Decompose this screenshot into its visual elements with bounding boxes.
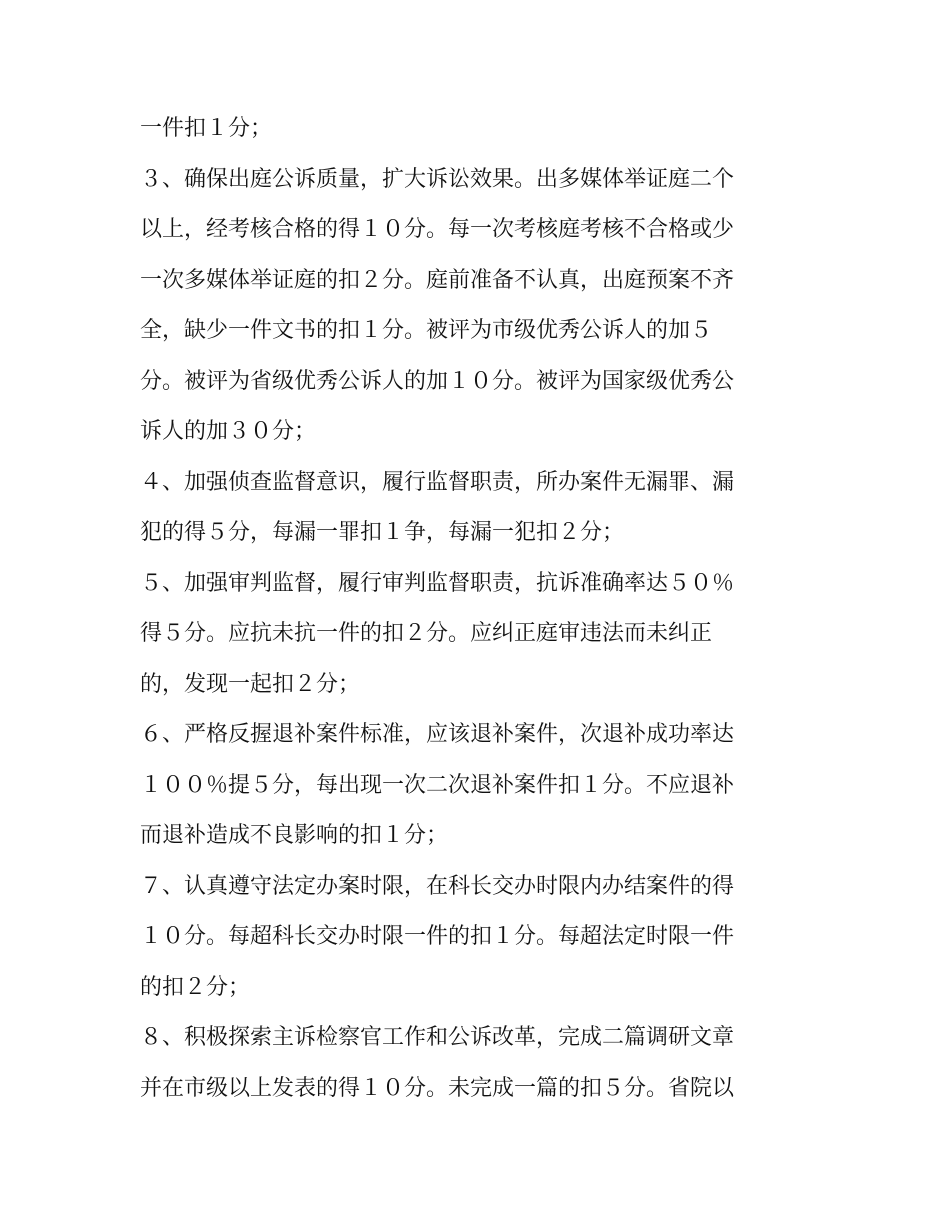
text-line: ６、严格反握退补案件标准，应该退补案件，次退补成功率达 <box>140 722 735 747</box>
text-line: １０分。每超科长交办时限一件的扣１分。每超法定时限一件 <box>140 924 735 949</box>
document-body <box>140 108 815 1118</box>
text-line: 全，缺少一件文书的扣１分。被评为市级优秀公诉人的加５ <box>140 318 713 343</box>
text-line: 而退补造成不良影响的扣１分； <box>140 823 449 848</box>
text-line: ４、加强侦查监督意识，履行监督职责，所办案件无漏罪、漏 <box>140 469 735 495</box>
text-line: 并在市级以上发表的得１０分。未完成一篇的扣５分。省院以 <box>140 1075 735 1101</box>
text-line: 一件扣１分； <box>140 116 273 141</box>
text-line: 的，发现一起扣２分； <box>140 671 361 697</box>
text-line: 以上，经考核合格的得１０分。每一次考核庭考核不合格或少 <box>140 217 735 242</box>
text-line: ８、积极探索主诉检察官工作和公诉改革，完成二篇调研文章 <box>140 1025 735 1050</box>
text-line: ３、确保出庭公诉质量，扩大诉讼效果。出多媒体举证庭二个 <box>140 166 735 192</box>
text-line: 的扣２分； <box>140 974 251 1000</box>
text-line: 诉人的加３０分； <box>140 419 317 444</box>
text-line: 分。被评为省级优秀公诉人的加１０分。被评为国家级优秀公 <box>140 368 735 394</box>
text-line: 一次多媒体举证庭的扣２分。庭前准备不认真，出庭预案不齐 <box>140 267 735 293</box>
text-line: ７、认真遵守法定办案时限，在科长交办时限内办结案件的得 <box>140 873 735 899</box>
text-line: 得５分。应抗未抗一件的扣２分。应纠正庭审违法而未纠正 <box>140 621 713 646</box>
text-line: 犯的得５分，每漏一罪扣１争，每漏一犯扣２分； <box>140 520 625 545</box>
text-line: １００％提５分，每出现一次二次退补案件扣１分。不应退补 <box>140 772 735 798</box>
text-line: ５、加强审判监督，履行审判监督职责，抗诉准确率达５０％ <box>140 570 735 596</box>
